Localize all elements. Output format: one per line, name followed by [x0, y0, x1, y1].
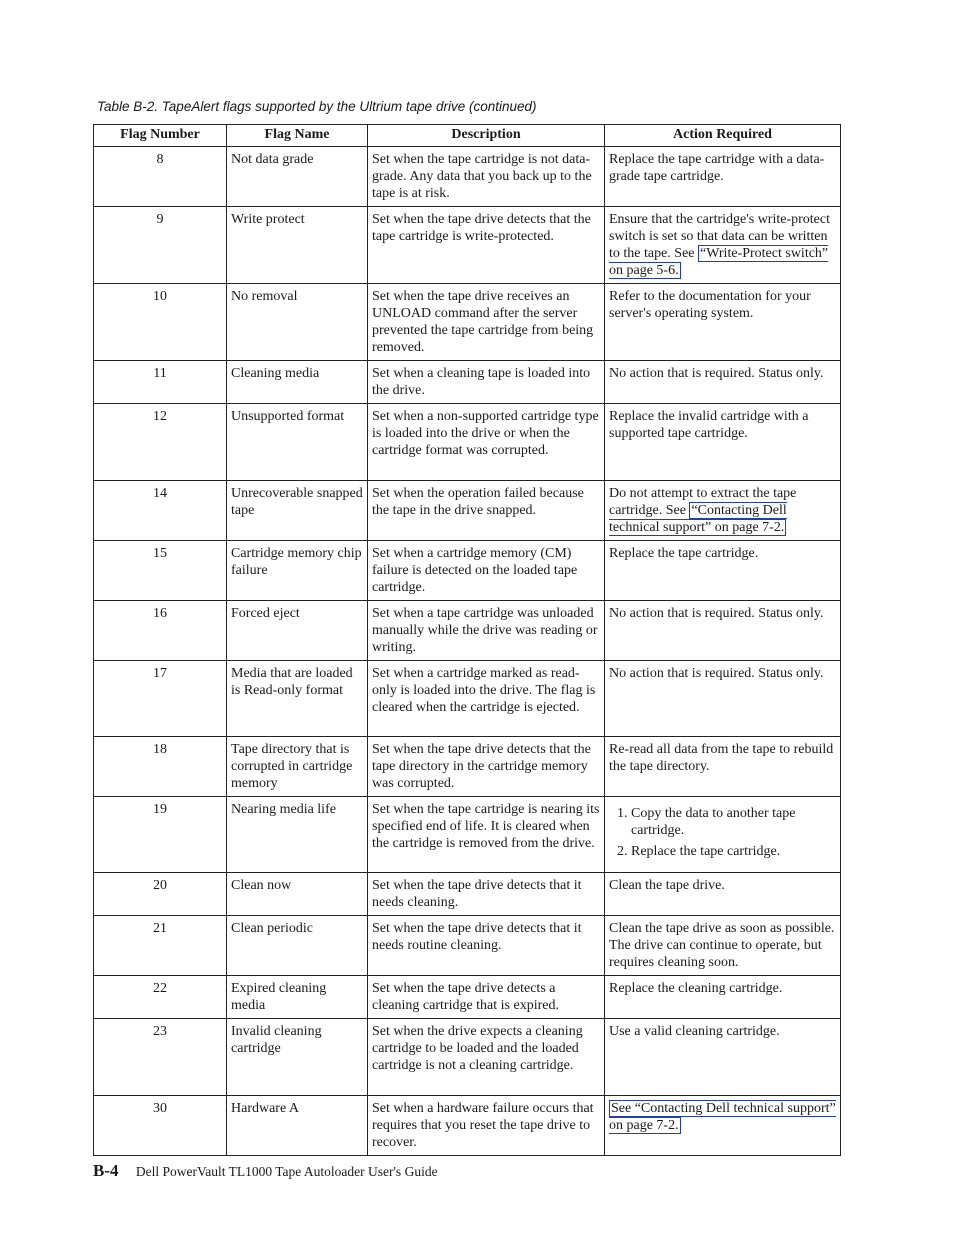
flag-action: Re-read all data from the tape to rebuild the tape directory.	[605, 737, 841, 797]
flag-name: Nearing media life	[227, 797, 368, 873]
flag-description: Set when a hardware failure occurs that requires that you reset the tape drive to recover.	[368, 1096, 605, 1156]
flag-number: 17	[94, 661, 227, 737]
flag-action: Clean the tape drive.	[605, 873, 841, 916]
flag-number: 14	[94, 481, 227, 541]
flag-description: Set when the tape drive receives an UNLOAD command after the server prevented the tape cartridge from being removed.	[368, 284, 605, 361]
flag-name: Cartridge memory chip failure	[227, 541, 368, 601]
header-description: Description	[368, 125, 605, 147]
flag-description: Set when the tape drive detects that it needs routine cleaning.	[368, 916, 605, 976]
document-title: Dell PowerVault TL1000 Tape Autoloader User's Guide	[135, 1164, 438, 1179]
page-footer	[93, 1161, 438, 1181]
action-steps-list	[609, 805, 836, 860]
contacting-dell-support-link[interactable]: See “Contacting Dell technical support” on page 7-2.	[609, 1101, 836, 1133]
flag-number: 16	[94, 601, 227, 661]
flag-number: 30	[94, 1096, 227, 1156]
table-row	[94, 361, 841, 404]
table-row	[94, 873, 841, 916]
table-row	[94, 284, 841, 361]
flag-name: Tape directory that is corrupted in cartridge memory	[227, 737, 368, 797]
flag-action	[605, 207, 841, 284]
tapealert-flags-table	[93, 124, 841, 1156]
action-step: 1. Copy the data to another tape cartridge.	[631, 805, 836, 839]
table-row	[94, 797, 841, 873]
flag-number: 19	[94, 797, 227, 873]
table-row	[94, 404, 841, 481]
flag-action	[605, 797, 841, 873]
table-row	[94, 207, 841, 284]
table-row	[94, 541, 841, 601]
page-number: B-4	[93, 1161, 119, 1180]
flag-name: Write protect	[227, 207, 368, 284]
table-row	[94, 147, 841, 207]
flag-name: Forced eject	[227, 601, 368, 661]
table-row	[94, 661, 841, 737]
table-row	[94, 601, 841, 661]
flag-action: Replace the tape cartridge.	[605, 541, 841, 601]
flag-name: Unrecoverable snapped tape	[227, 481, 368, 541]
header-flag-name: Flag Name	[227, 125, 368, 147]
flag-number: 15	[94, 541, 227, 601]
flag-description: Set when a cartridge marked as read-only is loaded into the drive. The flag is cleared when the cartridge is ejected.	[368, 661, 605, 737]
flag-action	[605, 1096, 841, 1156]
table-row	[94, 1019, 841, 1096]
header-flag-number: Flag Number	[94, 125, 227, 147]
flag-name: Clean periodic	[227, 916, 368, 976]
table-row	[94, 481, 841, 541]
flag-description: Set when the tape cartridge is not data-grade. Any data that you back up to the tape is at risk.	[368, 147, 605, 207]
flag-name: Invalid cleaning cartridge	[227, 1019, 368, 1096]
flag-description: Set when a tape cartridge was unloaded manually while the drive was reading or writing.	[368, 601, 605, 661]
flag-description: Set when the tape drive detects that it needs cleaning.	[368, 873, 605, 916]
flag-action	[605, 481, 841, 541]
flag-action: No action that is required. Status only.	[605, 361, 841, 404]
flag-number: 10	[94, 284, 227, 361]
flag-action: Clean the tape drive as soon as possible. The drive can continue to operate, but requires cleaning soon.	[605, 916, 841, 976]
flag-description: Set when a cleaning tape is loaded into the drive.	[368, 361, 605, 404]
flag-number: 20	[94, 873, 227, 916]
flag-description: Set when the tape drive detects a cleaning cartridge that is expired.	[368, 976, 605, 1019]
flag-description: Set when a cartridge memory (CM) failure is detected on the loaded tape cartridge.	[368, 541, 605, 601]
flag-number: 9	[94, 207, 227, 284]
flag-action: No action that is required. Status only.	[605, 601, 841, 661]
flag-description: Set when the operation failed because the tape in the drive snapped.	[368, 481, 605, 541]
contacting-dell-support-link[interactable]: “Contacting Dell technical support” on page 7-2.	[609, 503, 787, 535]
flag-action: Replace the invalid cartridge with a supported tape cartridge.	[605, 404, 841, 481]
flag-number: 12	[94, 404, 227, 481]
table-row	[94, 1096, 841, 1156]
flag-action: Replace the cleaning cartridge.	[605, 976, 841, 1019]
flag-action: Refer to the documentation for your server's operating system.	[605, 284, 841, 361]
flag-number: 8	[94, 147, 227, 207]
flag-number: 11	[94, 361, 227, 404]
flag-number: 21	[94, 916, 227, 976]
flag-description: Set when the tape drive detects that the tape directory in the cartridge memory was corrupted.	[368, 737, 605, 797]
flag-number: 23	[94, 1019, 227, 1096]
table-row	[94, 976, 841, 1019]
flag-action: No action that is required. Status only.	[605, 661, 841, 737]
table-row	[94, 737, 841, 797]
action-text: Do not attempt to extract the tape cartridge. See	[609, 486, 797, 518]
table-header-row	[94, 125, 841, 147]
write-protect-switch-link[interactable]: “Write-Protect switch” on page 5-6.	[609, 246, 829, 278]
flag-action: Replace the tape cartridge with a data-grade tape cartridge.	[605, 147, 841, 207]
header-action-required: Action Required	[605, 125, 841, 147]
flag-description: Set when the tape drive detects that the tape cartridge is write-protected.	[368, 207, 605, 284]
flag-name: Unsupported format	[227, 404, 368, 481]
flag-description: Set when the tape cartridge is nearing its specified end of life. It is cleared when the cartridge is removed from the drive.	[368, 797, 605, 873]
flag-number: 18	[94, 737, 227, 797]
flag-name: Expired cleaning media	[227, 976, 368, 1019]
flag-description: Set when a non-supported cartridge type is loaded into the drive or when the cartridge format was corrupted.	[368, 404, 605, 481]
table-row	[94, 916, 841, 976]
table-caption: Table B-2. TapeAlert flags supported by the Ultrium tape drive (continued)	[97, 99, 537, 114]
flag-name: Not data grade	[227, 147, 368, 207]
flag-name: Media that are loaded is Read-only format	[227, 661, 368, 737]
flag-name: Clean now	[227, 873, 368, 916]
flag-number: 22	[94, 976, 227, 1019]
flag-action: Use a valid cleaning cartridge.	[605, 1019, 841, 1096]
flag-name: No removal	[227, 284, 368, 361]
action-step: 2. Replace the tape cartridge.	[631, 843, 836, 860]
flag-name: Cleaning media	[227, 361, 368, 404]
flag-description: Set when the drive expects a cleaning cartridge to be loaded and the loaded cartridge is not a cleaning cartridge.	[368, 1019, 605, 1096]
flag-name: Hardware A	[227, 1096, 368, 1156]
action-text: Ensure that the cartridge's write-protect switch is set so that data can be written to the tape. See	[609, 212, 830, 261]
